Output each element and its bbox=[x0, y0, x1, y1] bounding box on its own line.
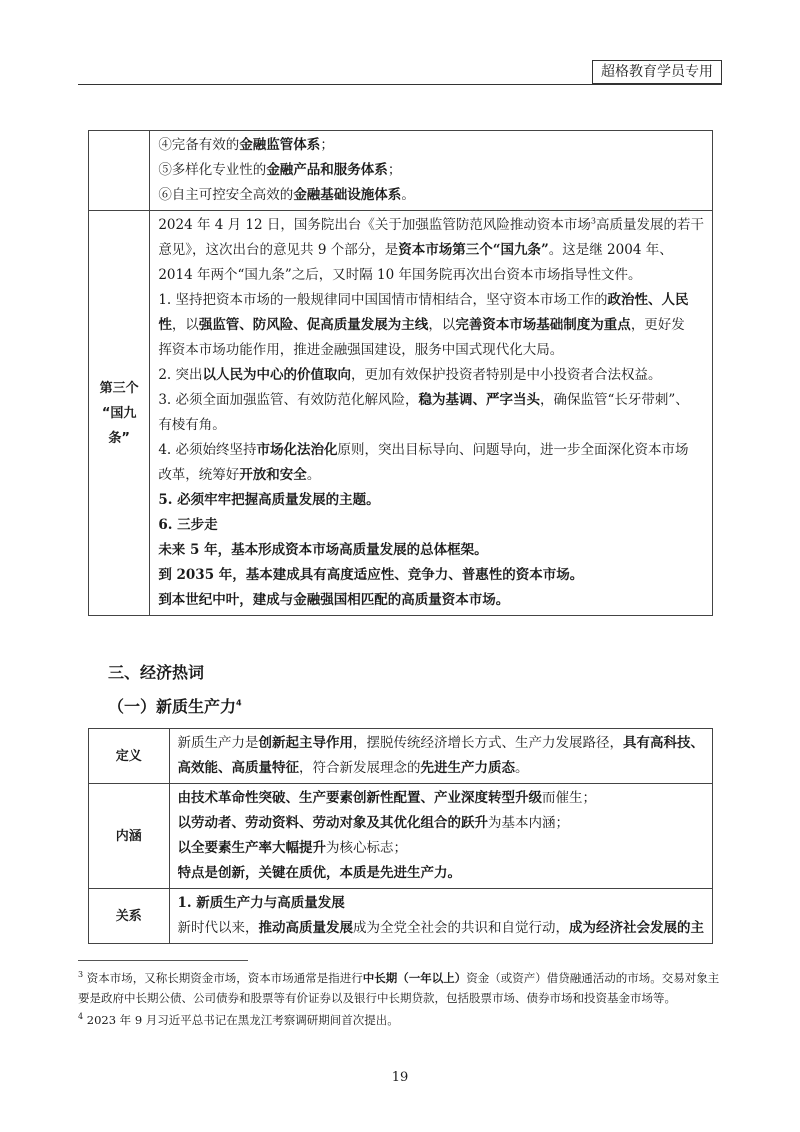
bold-text: 完善资本市场基础制度为重点 bbox=[455, 317, 631, 333]
text-line bbox=[158, 158, 704, 183]
text-run: 原则，突出目标导向、问题导向，进一步全面深化资本市场 bbox=[337, 442, 689, 458]
table-row bbox=[89, 211, 713, 616]
bold-text: 资本市场第三个“国九条” bbox=[398, 242, 549, 258]
bold-text: 先进生产力质态 bbox=[420, 760, 515, 776]
text-run: 2014 年两个“国九条”之后，又时隔 10 年国务院再次出台资本市场指导性文件。 bbox=[158, 267, 642, 283]
text-run: 。 bbox=[515, 760, 529, 776]
table-row bbox=[89, 729, 713, 784]
text-run: ，更好发 bbox=[630, 317, 685, 333]
relation-cell bbox=[169, 889, 713, 944]
row-label-relation: 关系 bbox=[89, 889, 170, 944]
bold-text: 未来 5 年，基本形成资本市场高质量发展的总体框架。 bbox=[158, 542, 488, 558]
text-line bbox=[158, 463, 704, 488]
bold-text: 以人民为中心的价值取向 bbox=[202, 367, 351, 383]
text-line bbox=[178, 916, 705, 941]
top-rows-cell bbox=[150, 131, 713, 211]
bold-text: 创新起主导作用 bbox=[258, 735, 353, 751]
text-line bbox=[158, 133, 704, 158]
row-label-connotation: 内涵 bbox=[89, 784, 170, 889]
text-line bbox=[178, 811, 705, 836]
footnote-ref: 4 bbox=[78, 1012, 84, 1022]
text-run: 2023 年 9 月习近平总书记在黑龙江考察调研期间首次提出。 bbox=[83, 1013, 399, 1027]
text-line bbox=[158, 538, 704, 563]
bold-text: 5. 必须牢牢把握高质量发展的主题。 bbox=[158, 492, 380, 508]
footnote-ref: 3 bbox=[78, 970, 84, 980]
label-line: 第三个 bbox=[99, 380, 139, 396]
text-run: ⑤多样化专业性的 bbox=[158, 162, 267, 178]
footnote-divider bbox=[78, 960, 248, 961]
bold-text: 稳为基调、严字当头 bbox=[418, 392, 540, 408]
bold-text: 性 bbox=[158, 317, 172, 333]
bold-text: 金融基础设施体系 bbox=[293, 187, 402, 203]
footnote-ref: 3 bbox=[590, 216, 596, 226]
text-run: ； bbox=[387, 162, 402, 178]
text-line bbox=[178, 836, 705, 861]
text-run: 新质生产力是 bbox=[177, 735, 259, 751]
bold-text: 高效能、高质量特征 bbox=[177, 760, 299, 776]
text-line bbox=[178, 891, 705, 916]
text-line bbox=[158, 238, 704, 263]
bold-text: 到本世纪中叶，建成与金融强国相匹配的高质量资本市场。 bbox=[158, 592, 510, 608]
text-run: 。 bbox=[401, 187, 415, 203]
text-run: 新时代以来， bbox=[177, 920, 259, 936]
text-line bbox=[158, 263, 704, 288]
bold-text: 成为经济社会发展的主 bbox=[569, 920, 704, 936]
bold-text: 具有高科技、 bbox=[623, 735, 704, 751]
text-run: 4. 必须始终坚持 bbox=[158, 442, 257, 458]
text-line bbox=[178, 786, 705, 811]
text-run: 改革，统筹好 bbox=[158, 467, 240, 483]
subsection-title bbox=[108, 694, 242, 717]
table-row bbox=[89, 784, 713, 889]
guojiutiao-table bbox=[88, 130, 713, 616]
guojiutiao-content-cell bbox=[150, 211, 713, 616]
text-line bbox=[158, 513, 704, 538]
text-run: 资本市场，又称长期资金市场，资本市场通常是指进行 bbox=[83, 971, 363, 985]
bold-text: 以劳动者、劳动资料、劳动对象及其优化组合的跃升 bbox=[177, 815, 488, 831]
table-row bbox=[89, 889, 713, 944]
connotation-cell bbox=[169, 784, 713, 889]
section-title: 三、经济热词 bbox=[108, 663, 205, 682]
text-run: ，以 bbox=[171, 317, 199, 333]
text-run: ，更加有效保护投资者特别是中小投资者合法权益。 bbox=[350, 367, 662, 383]
text-line bbox=[158, 288, 704, 313]
bold-text: 以全要素生产率大幅提升 bbox=[177, 840, 326, 856]
bold-text: 政治性、人民 bbox=[607, 292, 689, 308]
text-run: 成为全党全社会的共识和自觉行动， bbox=[353, 920, 569, 936]
text-run: ，以 bbox=[428, 317, 456, 333]
footnote-ref: 4 bbox=[236, 698, 242, 708]
text-line bbox=[158, 313, 704, 338]
bold-text: 强监管、防风险、促高质量发展为主线 bbox=[198, 317, 429, 333]
footnote-4 bbox=[78, 1010, 728, 1030]
text-line bbox=[178, 731, 705, 756]
bold-text: 金融产品和服务体系 bbox=[266, 162, 388, 178]
text-run: 2. 突出 bbox=[158, 367, 203, 383]
text-run: 为基本内涵； bbox=[488, 815, 569, 831]
bold-text: 推动高质量发展 bbox=[258, 920, 353, 936]
text-run: 有棱有角。 bbox=[158, 417, 226, 433]
text-run: 1. 坚持把资本市场的一般规律同中国国情市情相结合，坚守资本市场工作的 bbox=[158, 292, 608, 308]
empty-label-cell bbox=[89, 131, 150, 211]
text-line bbox=[158, 213, 704, 238]
text-run: 意见》，这次出台的意见共 9 个部分，是 bbox=[158, 242, 399, 258]
text-line bbox=[158, 438, 704, 463]
bold-text: 金融监管体系 bbox=[239, 137, 321, 153]
text-line bbox=[158, 563, 704, 588]
text-run: 。 bbox=[306, 467, 321, 483]
bold-text: 1. 新质生产力与高质量发展 bbox=[177, 895, 345, 911]
text-run: ； bbox=[320, 137, 334, 153]
header-tag: 超格教育学员专用 bbox=[592, 60, 722, 84]
bold-text: 由技术革命性突破、生产要素创新性配置、产业深度转型升级 bbox=[177, 790, 542, 806]
table-row bbox=[89, 131, 713, 211]
text-run: 2024 年 4 月 12 日，国务院出台《关于加强监管防范风险推动资本市场 bbox=[158, 217, 591, 233]
text-run: 。这是继 2004 年、 bbox=[548, 242, 673, 258]
text-run: 资金（或资产）借贷融通活动的市场。交易对象主要是政府中长期公债、公司债券和股票等有价证券以及银行中长期贷款，包括股票市场、债券市场和投资基金市场等。 bbox=[78, 971, 720, 1005]
subsection-title-text: （一）新质生产力 bbox=[108, 697, 237, 716]
text-line bbox=[158, 338, 704, 363]
bold-text: 到 2035 年，基本建成具有高度适应性、竞争力、普惠性的资本市场。 bbox=[158, 567, 584, 583]
bold-text: 6. 三步走 bbox=[158, 517, 218, 533]
text-run: 为核心标志； bbox=[326, 840, 407, 856]
bold-text: 中长期（一年以上） bbox=[362, 971, 467, 985]
text-line bbox=[178, 756, 705, 781]
text-run: ，符合新发展理念的 bbox=[299, 760, 421, 776]
text-run: 而催生； bbox=[542, 790, 596, 806]
text-line bbox=[158, 488, 704, 513]
bold-text: 开放和安全 bbox=[239, 467, 307, 483]
text-run: ，摆脱传统经济增长方式、生产力发展路径， bbox=[353, 735, 623, 751]
text-line bbox=[158, 588, 704, 613]
page-number: 19 bbox=[391, 1070, 409, 1085]
text-run: 高质量发展的若干 bbox=[596, 217, 704, 233]
row-label-definition: 定义 bbox=[89, 729, 170, 784]
text-line bbox=[158, 363, 704, 388]
text-line bbox=[178, 861, 705, 886]
text-line bbox=[158, 183, 704, 208]
text-run: ，确保监管“长牙带刺”、 bbox=[539, 392, 689, 408]
header-divider bbox=[78, 84, 722, 85]
text-line bbox=[158, 413, 704, 438]
text-line bbox=[158, 388, 704, 413]
row-label-guojiutiao bbox=[89, 211, 150, 616]
text-run: ④完备有效的 bbox=[158, 137, 240, 153]
label-line: “国九条” bbox=[101, 405, 137, 446]
text-run: 3. 必须全面加强监管、有效防范化解风险， bbox=[158, 392, 419, 408]
new-productivity-table bbox=[88, 728, 713, 944]
footnote-3 bbox=[78, 968, 728, 1008]
bold-text: 特点是创新，关键在质优，本质是先进生产力。 bbox=[177, 865, 461, 881]
definition-cell bbox=[169, 729, 713, 784]
text-run: ⑥自主可控安全高效的 bbox=[158, 187, 294, 203]
text-run: 挥资本市场功能作用，推进金融强国建设，服务中国式现代化大局。 bbox=[158, 342, 564, 358]
bold-text: 市场化法治化 bbox=[256, 442, 338, 458]
